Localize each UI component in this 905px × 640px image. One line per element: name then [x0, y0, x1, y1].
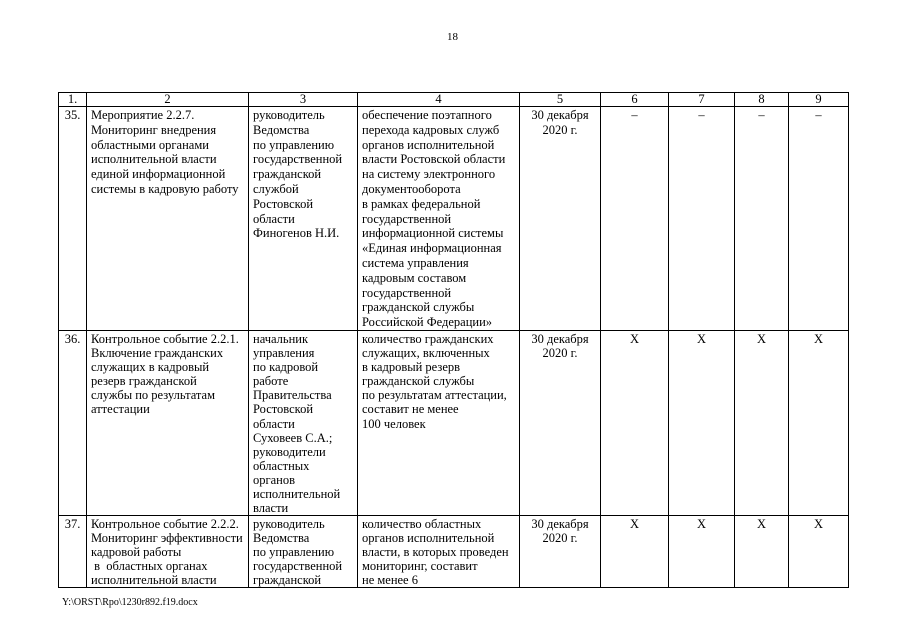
- event-name-cell: Мероприятие 2.2.7. Мониторинг внедрения областными органами исполнительной власти единой информационной системы в кадровую работу: [87, 107, 249, 331]
- page-number: 18: [447, 31, 458, 43]
- item-number-cell: 37.: [59, 516, 87, 588]
- column-9-cell: –: [789, 107, 849, 331]
- column-7-cell: Х: [669, 331, 735, 516]
- column-header: 9: [789, 93, 849, 107]
- responsible-person-cell: руководитель Ведомства по управлению государственной гражданской службой Ростовской области Финогенов Н.И.: [249, 107, 358, 331]
- table-row: [59, 107, 849, 331]
- column-6-cell: Х: [601, 516, 669, 588]
- expected-result-cell: количество гражданских служащих, включенных в кадровый резерв гражданской службы по результатам аттестации, составит не менее 100 человек: [358, 331, 520, 516]
- column-6-cell: Х: [601, 331, 669, 516]
- column-header: 5: [520, 93, 601, 107]
- column-header: 8: [735, 93, 789, 107]
- item-number-cell: 36.: [59, 331, 87, 516]
- column-8-cell: Х: [735, 516, 789, 588]
- column-header: 1.: [59, 93, 87, 107]
- table-row: [59, 331, 849, 516]
- column-6-cell: –: [601, 107, 669, 331]
- due-date-cell: 30 декабря 2020 г.: [520, 516, 601, 588]
- due-date-cell: 30 декабря 2020 г.: [520, 107, 601, 331]
- column-header: 7: [669, 93, 735, 107]
- column-7-cell: –: [669, 107, 735, 331]
- column-header: 6: [601, 93, 669, 107]
- event-name-cell: Контрольное событие 2.2.2. Мониторинг эффективности кадровой работы в областных органах исполнительной власти: [87, 516, 249, 588]
- table-header-row: [59, 93, 849, 107]
- column-header: 2: [87, 93, 249, 107]
- table-row: [59, 516, 849, 588]
- column-header: 3: [249, 93, 358, 107]
- due-date-cell: 30 декабря 2020 г.: [520, 331, 601, 516]
- responsible-person-cell: руководитель Ведомства по управлению государственной гражданской: [249, 516, 358, 588]
- plan-table: [58, 92, 849, 588]
- column-8-cell: Х: [735, 331, 789, 516]
- event-name-cell: Контрольное событие 2.2.1. Включение гражданских служащих в кадровый резерв гражданской службы по результатам аттестации: [87, 331, 249, 516]
- column-header: 4: [358, 93, 520, 107]
- file-path-footer: Y:\ORST\Rpo\1230r892.f19.docx: [62, 597, 198, 608]
- item-number-cell: 35.: [59, 107, 87, 331]
- expected-result-cell: количество областных органов исполнительной власти, в которых проведен мониторинг, составит не менее 6: [358, 516, 520, 588]
- column-9-cell: Х: [789, 331, 849, 516]
- column-8-cell: –: [735, 107, 789, 331]
- responsible-person-cell: начальник управления по кадровой работе Правительства Ростовской области Суховеев С.А.; руководители областных органов исполнительной власти: [249, 331, 358, 516]
- expected-result-cell: обеспечение поэтапного перехода кадровых служб органов исполнительной власти Ростовской области на систему электронного документооборота в рамках федеральной государственной информационной системы «Единая информационная система управления кадровым составом государственной гражданской службы Российской Федерации»: [358, 107, 520, 331]
- column-7-cell: Х: [669, 516, 735, 588]
- column-9-cell: Х: [789, 516, 849, 588]
